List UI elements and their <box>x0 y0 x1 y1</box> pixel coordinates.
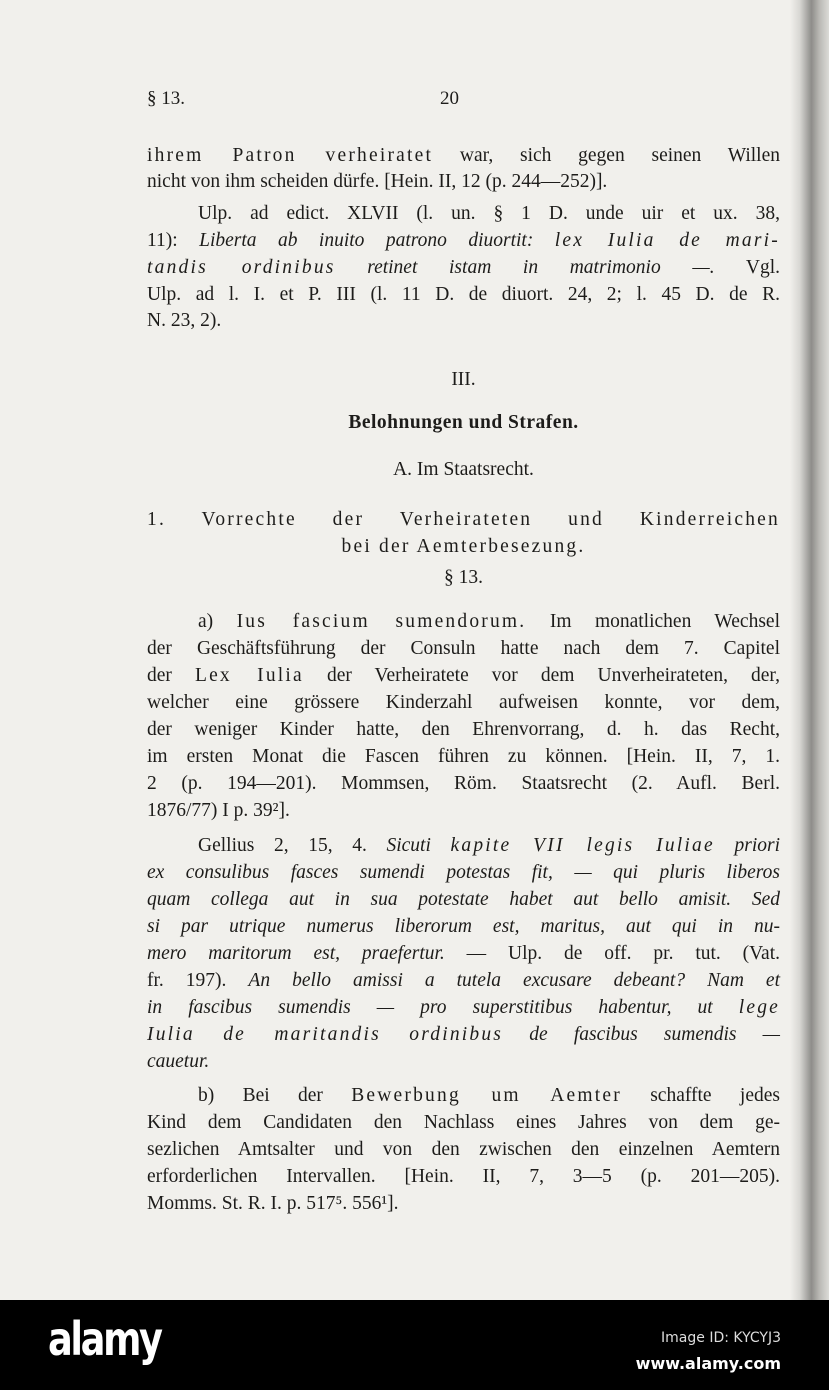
subheading-line <box>147 534 780 560</box>
text: fr. 197). <box>147 970 249 991</box>
text-line <box>147 663 780 689</box>
text: — Ulp. de off. pr. tut. (Vat. <box>444 943 781 964</box>
subheading-line <box>147 507 780 533</box>
spaced-text: 1. Vorrechte der Verheirateten und Kinderreichen <box>147 509 780 530</box>
text: a) <box>198 611 237 632</box>
italic-text: Sicuti <box>386 835 451 856</box>
text: 11): <box>147 230 200 251</box>
text: Ulp. ad edict. XLVII (l. un. § 1 D. unde uir et ux. 38, <box>198 203 780 224</box>
spaced-text: ihrem Patron verheiratet <box>147 145 434 166</box>
italic-text: kapite VII legis Iuliae <box>450 835 715 856</box>
spaced-text: Bewerbung um Aemter <box>351 1085 622 1106</box>
text-line <box>147 744 780 770</box>
spaced-text: bei der Aemterbesezung. <box>341 536 586 557</box>
text-line <box>147 914 780 940</box>
heading: § 13. <box>444 567 483 588</box>
text: der Geschäftsführung der Consuln hatte nach dem 7. Capitel <box>147 638 780 659</box>
italic-text: quam collega aut in sua potestate habet aut bello amisit. Sed <box>147 889 780 910</box>
italic-text: de fascibus sumendis — <box>503 1024 780 1045</box>
text-line <box>147 1164 780 1190</box>
text-line <box>198 609 780 635</box>
italic-text: Iulia de maritandis ordinibus <box>147 1024 504 1045</box>
heading: Belohnungen und Strafen. <box>348 412 579 433</box>
italic-text: mero maritorum est, praefertur. <box>147 943 445 964</box>
alamy-logo: alamy <box>48 1312 161 1366</box>
page-edge-shadow <box>790 0 829 1300</box>
text-line <box>147 771 780 797</box>
text: welcher eine grössere Kinderzahl aufweisen konnte, vor dem, <box>147 692 780 713</box>
section-marker: § 13. <box>147 88 185 109</box>
text-line <box>198 833 780 859</box>
text: Gellius 2, 15, 4. <box>198 835 387 856</box>
text: der Verheiratete vor dem Unverheirateten, der, <box>303 665 781 686</box>
italic-text: lex Iulia de mari- <box>554 230 780 251</box>
text-line <box>147 1049 780 1075</box>
italic-text: priori <box>714 835 780 856</box>
text: Ulp. ad l. I. et P. III (l. 11 D. de diuort. 24, 2; l. 45 D. de R. <box>147 284 780 305</box>
text: war, sich gegen seinen Willen <box>433 145 781 166</box>
text-line <box>147 860 780 886</box>
text-line <box>147 143 780 169</box>
spaced-text: Ius fascium sumendorum. <box>236 611 527 632</box>
text: erforderlichen Intervallen. [Hein. II, 7, 3—5 (p. 201—205). <box>147 1166 780 1187</box>
text: nicht von ihm scheiden dürfe. [Hein. II, 12 (p. 244—252)]. <box>147 171 608 192</box>
text-line <box>147 690 780 716</box>
spaced-text: Lex Iulia <box>194 665 304 686</box>
italic-text: si par utrique numerus liberorum est, maritus, aut qui in nu- <box>147 916 780 937</box>
text-line <box>198 201 780 227</box>
text-line <box>147 1191 780 1217</box>
text-line <box>147 887 780 913</box>
text: Im monatlichen Wechsel <box>526 611 780 632</box>
text-line <box>147 1137 780 1163</box>
italic-text: tandis ordinibus <box>147 257 336 278</box>
text: Momms. St. R. I. p. 517⁵. 556¹]. <box>147 1193 399 1214</box>
text-line <box>147 282 780 308</box>
text: sezlichen Amtsalter und von den zwischen den einzelnen Aemtern <box>147 1139 780 1160</box>
page-number: 20 <box>440 88 459 109</box>
italic-text: cauetur. <box>147 1051 210 1072</box>
text-line <box>147 968 780 994</box>
heading: A. Im Staatsrecht. <box>393 459 534 480</box>
text: schaffte jedes <box>621 1085 780 1106</box>
text-line <box>147 1022 780 1048</box>
text: N. 23, 2). <box>147 310 222 331</box>
italic-text: Liberta ab inuito patrono diuortit: <box>199 230 555 251</box>
text-line <box>147 636 780 662</box>
text-line <box>147 798 780 824</box>
text: 2 (p. 194—201). Mommsen, Röm. Staatsrecht (2. Aufl. Berl. <box>147 773 780 794</box>
text: der weniger Kinder hatte, den Ehrenvorrang, d. h. das Recht, <box>147 719 780 740</box>
italic-text: ex consulibus fasces sumendi potestas fit, — qui pluris liberos <box>147 862 780 883</box>
text-line <box>147 169 780 195</box>
italic-text: lege <box>738 997 780 1018</box>
text-line <box>147 255 780 281</box>
text: 1876/77) I p. 39²]. <box>147 800 290 821</box>
text-line <box>147 941 780 967</box>
italic-text: retinet istam in matrimonio —. <box>335 257 715 278</box>
text-line <box>147 1110 780 1136</box>
text-line <box>198 1083 780 1109</box>
text: im ersten Monat die Fascen führen zu können. [Hein. II, 7, 1. <box>147 746 780 767</box>
text: Vgl. <box>714 257 780 278</box>
text-line <box>147 717 780 743</box>
text-line <box>147 228 780 254</box>
italic-text: An bello amissi a tutela excusare debeant? Nam et <box>248 970 780 991</box>
text: Kind dem Candidaten den Nachlass eines Jahres von dem ge- <box>147 1112 780 1133</box>
text: b) Bei der <box>198 1085 352 1106</box>
text-line <box>147 308 780 334</box>
heading: III. <box>451 369 476 390</box>
website-url: www.alamy.com <box>635 1354 781 1373</box>
watermark-bar <box>0 1300 829 1390</box>
text: der <box>147 665 195 686</box>
image-id: Image ID: KYCYJ3 <box>661 1330 781 1346</box>
text-line <box>147 995 780 1021</box>
italic-text: in fascibus sumendis — pro superstitibus habentur, ut <box>147 997 739 1018</box>
